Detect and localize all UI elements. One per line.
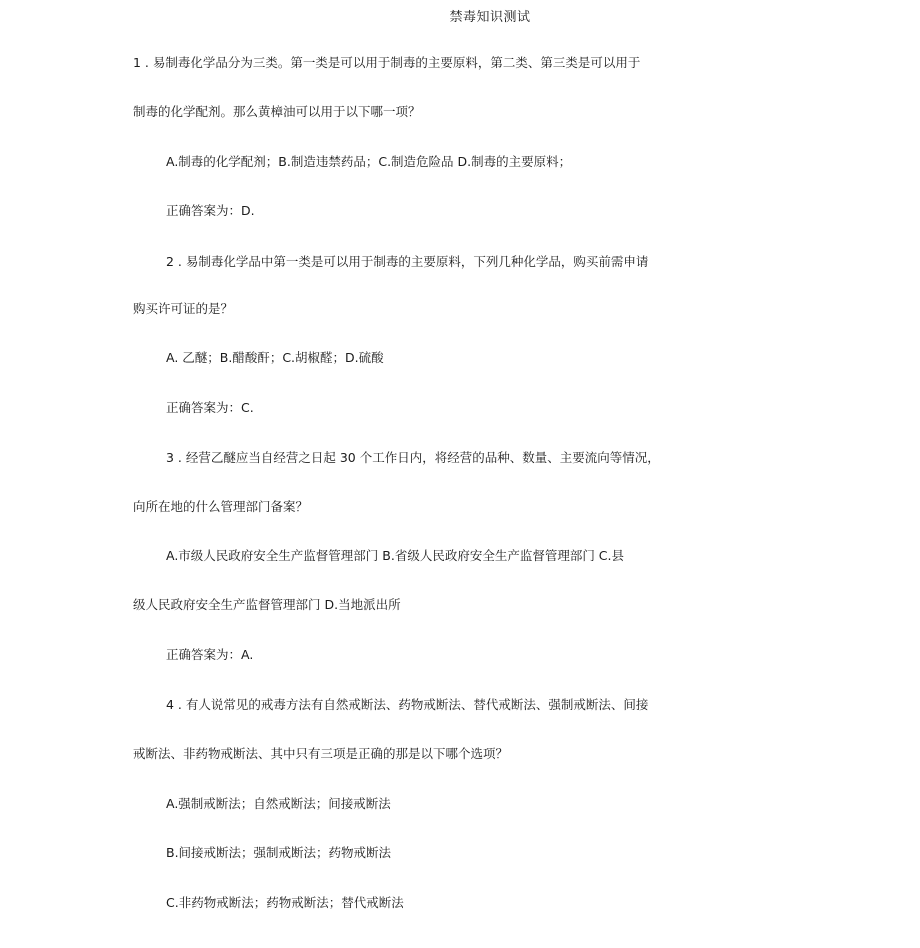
q1-answer: 正确答案为：D.	[166, 203, 255, 218]
q4-option-a: A.强制戒断法；自然戒断法；间接戒断法	[166, 796, 391, 811]
q1-text-line-1: 1 . 易制毒化学品分为三类。第一类是可以用于制毒的主要原料，第二类、第三类是可以用于	[133, 55, 641, 70]
q4-text-line-1: 4 . 有人说常见的戒毒方法有自然戒断法、药物戒断法、替代戒断法、强制戒断法、间接	[166, 697, 649, 712]
q2-text-line-1: 2 . 易制毒化学品中第一类是可以用于制毒的主要原料，下列几种化学品，购买前需申请	[166, 254, 649, 269]
q2-options: A. 乙醚；B.醋酸酐；C.胡椒醛；D.硫酸	[166, 350, 384, 365]
q3-options-line-1: A.市级人民政府安全生产监督管理部门 B.省级人民政府安全生产监督管理部门 C.县	[166, 548, 625, 563]
q4-text-line-2: 戒断法、非药物戒断法、其中只有三项是正确的那是以下哪个选项？	[133, 746, 509, 761]
q1-options: A.制毒的化学配剂；B.制造违禁药品；C.制造危险品 D.制毒的主要原料；	[166, 154, 572, 169]
q3-text-line-1: 3 . 经营乙醚应当自经营之日起 30 个工作日内，将经营的品种、数量、主要流向等情况，	[166, 450, 660, 465]
q4-option-b: B.间接戒断法；强制戒断法；药物戒断法	[166, 845, 392, 860]
q3-options-line-2: 级人民政府安全生产监督管理部门 D.当地派出所	[133, 597, 401, 612]
document-title: 禁毒知识测试	[449, 10, 531, 25]
q1-text-line-2: 制毒的化学配剂。那么黄樟油可以用于以下哪一项？	[133, 104, 421, 119]
q4-option-c: C.非药物戒断法；药物戒断法；替代戒断法	[166, 895, 404, 910]
q2-answer: 正确答案为：C.	[166, 400, 254, 415]
q2-text-line-2: 购买许可证的是？	[133, 301, 234, 316]
q3-answer: 正确答案为：A.	[166, 647, 254, 662]
q3-text-line-2: 向所在地的什么管理部门备案？	[133, 499, 309, 514]
